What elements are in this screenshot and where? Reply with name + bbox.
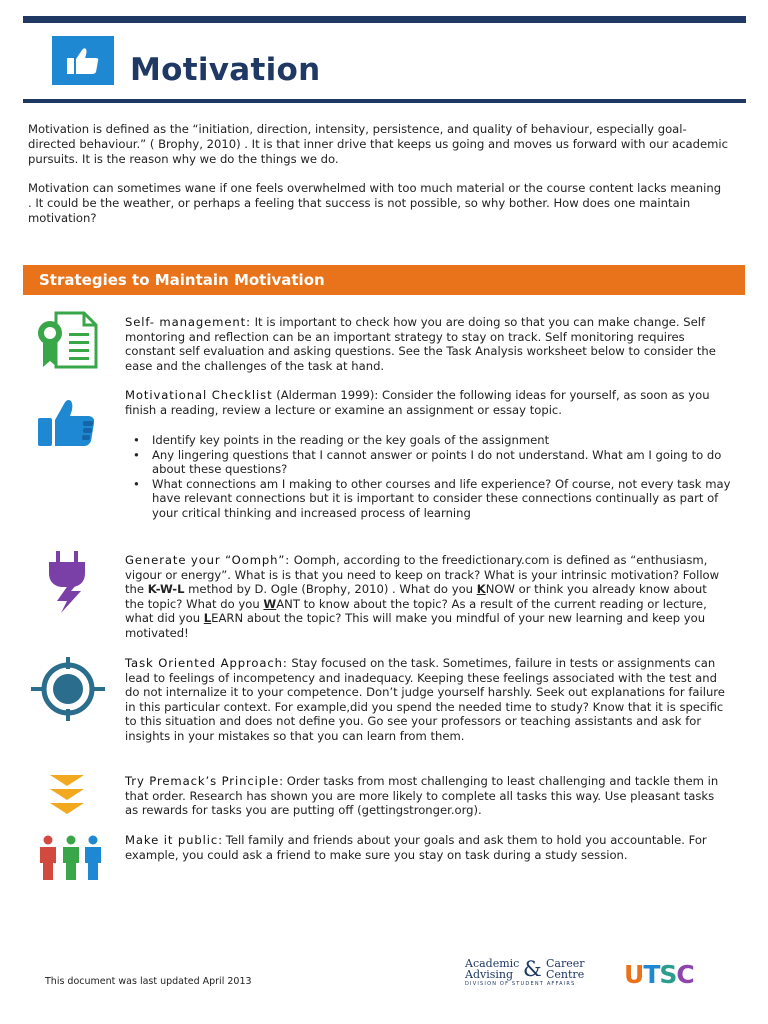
oomph-text: method by D. Ogle (Brophy, 2010) . What do you <box>184 582 477 597</box>
logo-division: DIVISION OF STUDENT AFFAIRS <box>465 981 576 987</box>
page-title: Motivation <box>130 52 321 88</box>
logo-letter: C <box>676 960 694 989</box>
task-section <box>125 656 728 744</box>
public-text: : Tell family and friends about your goals and ask them to hold you accountable. For example, you could ask a friend to make sure you stay on task during a study session. <box>125 833 707 862</box>
intro-paragraph-1: Motivation is defined as the “initiation, direction, intensity, persistence, and quality of behaviour, especially goal- directed behaviour.” ( Brophy, 2010) . It is that inner drive that keeps us going and moves us forward with our academic pursuits. It is the reason why we do the things we do. <box>28 122 728 166</box>
self-management-section <box>125 315 728 373</box>
oomph-text: ANT to know about the topic? As a result of the current reading or lecture, what did you <box>125 596 707 626</box>
list-item: • What connections am I making to other courses and life experience? Of course, not every task may have relevant connections but it is important to consider these connections continually as part of your critical thinking and increased process of learning <box>133 477 733 521</box>
logo-text: Academic <box>465 957 520 970</box>
premack-section <box>125 774 728 818</box>
kwl-k: K <box>476 582 486 597</box>
certificate-icon <box>36 311 100 373</box>
utsc-logo <box>624 960 694 989</box>
target-icon <box>31 657 105 725</box>
checklist-text: (Alderman 1999): Consider the following ideas for yourself, as soon as you finish a reading, review a lecture or examine an assignment or essay topic. <box>125 388 710 417</box>
kwl-term: K-W-L <box>147 582 185 597</box>
oomph-text: NOW or think you already know about the topic? What do you <box>125 582 707 611</box>
intro-paragraph-2: Motivation can sometimes wane if one feels overwhelmed with too much material or the course content lacks meaning . It could be the weather, or perhaps a feeling that success is not possible, so why bother. How does one maintain motivation? <box>28 181 722 225</box>
footer-note: This document was last updated April 2013 <box>45 976 252 987</box>
oomph-text: EARN about the topic? This will make you mindful of your new learning and keep you motivated! <box>125 611 706 640</box>
premack-label: Try Premack’s Principle <box>125 774 280 788</box>
kwl-l: L <box>203 611 212 626</box>
people-icon <box>36 835 108 885</box>
public-label: Make it public <box>125 833 219 847</box>
thumbs-up-icon <box>52 36 114 85</box>
logo-text: Centre <box>546 968 585 981</box>
checklist-section <box>125 388 728 417</box>
list-item: • Identify key points in the reading or the key goals of the assignment <box>133 433 733 448</box>
self-management-text: It is important to check how you are doing so that you can make change. Self montoring and reflection can be an important strategy to stay on track. Self monitoring requires constant self evaluation and asking questions. See the Task Analysis worksheet below to consider the ease and the challenges of the task at hand. <box>125 315 716 373</box>
task-text: Stay focused on the task. Sometimes, failure in tests or assignments can lead to feelings of incompetency and inadequacy. Keeping these feelings associated with the test and do not internalize it to your competence. Don’t judge yourself harshly. Seek out explanations for failure in this particular context. For example,did you spend the needed time to study? Know that it is specific to this situation and does not define you. Go see your professors or teaching assistants and ask for insights in your mistakes so that you can learn from them. <box>125 656 725 743</box>
oomph-text: Oomph, according to the freedictionary.com is defined as “enthusiasm, vigour or energy”. What is is that you need to keep on track? What is your intrinsic motivation? Follow the <box>125 553 720 597</box>
logo-text: Career <box>546 957 585 970</box>
logo-letter: S <box>659 960 677 989</box>
list-item: • Any lingering questions that I cannot answer or points I do not understand. What am I going to do about these questions? <box>133 448 733 477</box>
self-management-label: Self- management: <box>125 315 251 329</box>
premack-text: : Order tasks from most challenging to least challenging and tackle them in that order. Research has shown you are more likely to complete all tasks this way. Use pleasant tasks as rewards for tasks you are putting off (gettingstronger.org). <box>125 774 719 818</box>
checklist-label: Motivational Checklist <box>125 388 273 402</box>
oomph-section <box>125 553 728 641</box>
oomph-label: Generate your “Oomph”: <box>125 553 291 567</box>
task-label: Task Oriented Approach: <box>125 656 288 670</box>
header-rule <box>23 99 746 103</box>
lightning-plug-icon <box>43 551 95 617</box>
kwl-w: W <box>263 596 277 611</box>
section-banner: Strategies to Maintain Motivation <box>23 265 745 295</box>
logo-letter: U <box>624 960 644 989</box>
checklist-list <box>133 433 733 521</box>
public-section <box>125 833 728 862</box>
thumbs-up-icon <box>37 398 97 452</box>
top-rule <box>23 16 746 23</box>
chevrons-down-icon <box>48 773 86 821</box>
academic-advising-logo <box>465 957 590 989</box>
logo-ampersand: & <box>523 957 542 981</box>
logo-text: Advising <box>465 968 514 981</box>
logo-letter: T <box>643 960 660 989</box>
